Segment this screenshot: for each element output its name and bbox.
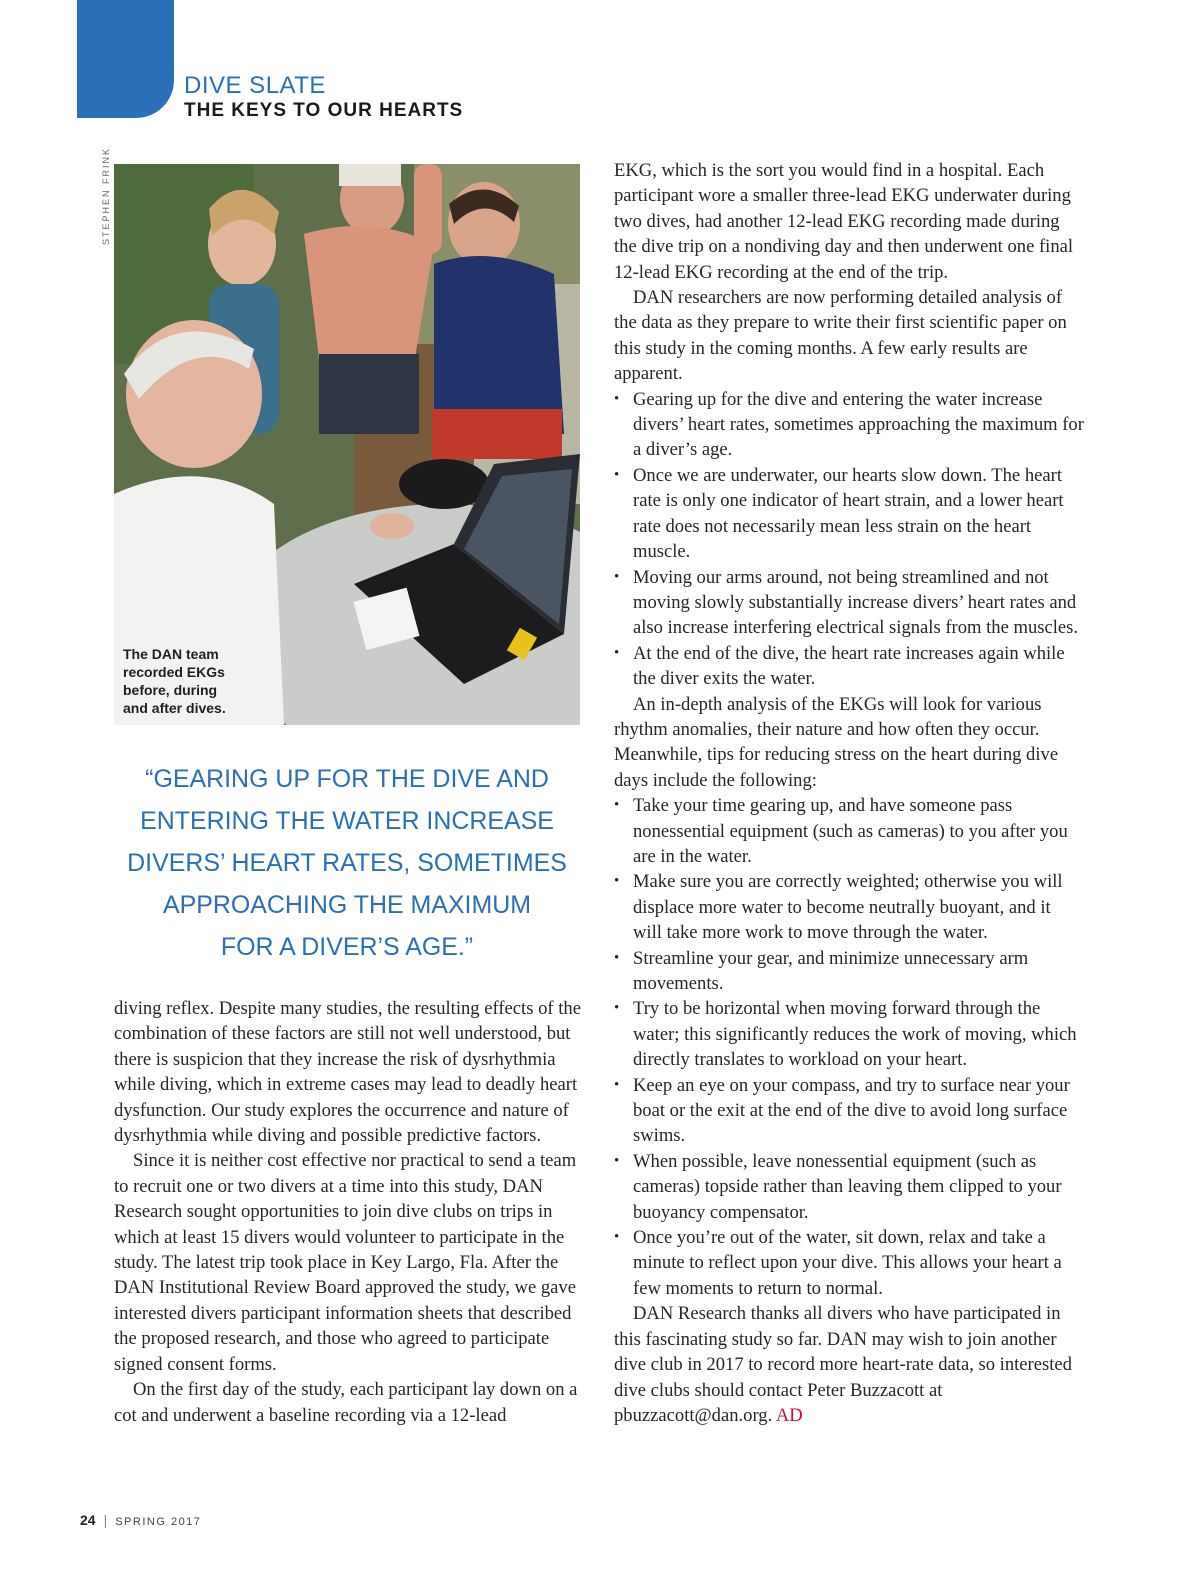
pull-quote-line: FOR A DIVER’S AGE.” (220, 933, 474, 961)
list-item-text: Moving our arms around, not being streamlined and not moving slowly substantially increase divers’ heart rates and also increase interfering electrical signals from the muscles. (633, 566, 1079, 639)
list-item: • Once you’re out of the water, sit down, relax and take a minute to reflect upon your dive. This allows your heart a few moments to return to normal. (614, 1227, 1062, 1299)
pull-quote-line: “GEARING UP FOR THE DIVE AND (145, 765, 549, 793)
list-item: • Take your time gearing up, and have someone pass nonessential equipment (such as cameras) to you after you are in the water. (614, 795, 1068, 867)
list-item-text: Try to be horizontal when moving forward through the water; this significantly reduces the work of moving, which directly translates to workload on your heart. (633, 998, 1077, 1071)
closing-text: DAN Research thanks all divers who have participated in this fascinating study so far. DAN may wish to join another dive club in 2017 to record more heart-rate data, so interested dive clubs should contact Peter Buzzacott at pbuzzacott@dan.org. (614, 1303, 1072, 1426)
results-list (614, 387, 1084, 692)
body-paragraph: DAN researchers are now performing detailed analysis of the data as they prepare to write their first scientific paper on this study in the coming months. A few early results are apparent. (614, 287, 1067, 385)
list-item-text: Make sure you are correctly weighted; otherwise you will displace more water to become neutrally buoyant, and it will take more work to move through the water. (633, 871, 1063, 944)
right-text-column (614, 158, 1084, 1428)
list-item-text: Gearing up for the dive and entering the water increase divers’ heart rates, sometimes approaching the maximum for a diver’s age. (633, 388, 1084, 461)
photo-illustration (114, 164, 580, 725)
list-item: • Once we are underwater, our hearts slow down. The heart rate is only one indicator of heart strain, and a lower heart rate does not necessarily mean less strain on the heart muscle. (614, 464, 1064, 563)
list-item-text: When possible, leave nonessential equipment (such as cameras) topside rather than leaving them clipped to your buoyancy compensator. (633, 1150, 1062, 1223)
list-item-text: Once you’re out of the water, sit down, relax and take a minute to reflect upon your dive. This allows your heart a few moments to return to normal. (633, 1227, 1062, 1299)
article-photo (114, 164, 580, 725)
page-footer (80, 1512, 201, 1528)
end-mark: AD (775, 1404, 803, 1426)
list-item: • Keep an eye on your compass, and try to surface near your boat or the exit at the end of the dive to avoid long surface swims. (614, 1074, 1070, 1147)
list-item: • Make sure you are correctly weighted; otherwise you will displace more water to become neutrally buoyant, and it will take more work to move through the water. (614, 871, 1063, 944)
list-item-text: Take your time gearing up, and have someone pass nonessential equipment (such as cameras) to you after you are in the water. (633, 795, 1068, 867)
pull-quote-line: ENTERING THE WATER INCREASE (140, 807, 554, 835)
closing-paragraph (614, 1301, 1084, 1428)
list-item: • Streamline your gear, and minimize unnecessary arm movements. (614, 947, 1029, 994)
photo-credit: STEPHEN FRINK (101, 146, 111, 245)
article-title: THE KEYS TO OUR HEARTS (184, 100, 464, 121)
body-paragraph: Since it is neither cost effective nor practical to send a team to recruit one or two divers at a time into this study, DAN Research sought opportunities to join dive clubs on trips in which at least 15 divers would volunteer to participate in the study. The latest trip took place in Key Largo, Fla. After the DAN Institutional Review Board approved the study, we gave interested divers participant information sheets that described the proposed research, and those who agreed to participate signed consent forms. (114, 1150, 577, 1375)
list-item: • Gearing up for the dive and entering the water increase divers’ heart rates, sometimes approaching the maximum for a diver’s age. (614, 388, 1084, 461)
pull-quote-line: APPROACHING THE MAXIMUM (162, 891, 532, 919)
pull-quote (114, 758, 580, 968)
pull-quote-line: DIVERS’ HEART RATES, SOMETIMES (127, 849, 567, 877)
left-text-column (114, 996, 584, 1428)
section-color-tab (77, 0, 174, 118)
footer-separator: | (103, 1512, 108, 1528)
list-item: • When possible, leave nonessential equipment (such as cameras) topside rather than leaving them clipped to your buoyancy compensator. (614, 1150, 1062, 1223)
body-paragraph: An in-depth analysis of the EKGs will look for various rhythm anomalies, their nature and how often they occur. Meanwhile, tips for reducing stress on the heart during dive days include the following: (614, 693, 1059, 791)
list-item: • Try to be horizontal when moving forward through the water; this significantly reduces the work of moving, which directly translates to workload on your heart. (614, 998, 1077, 1071)
tips-list (614, 793, 1084, 1301)
issue-label: SPRING 2017 (115, 1516, 202, 1528)
list-item-text: Once we are underwater, our hearts slow down. The heart rate is only one indicator of heart strain, and a lower heart rate does not necessarily mean less strain on the heart muscle. (633, 464, 1064, 563)
page-number: 24 (80, 1512, 96, 1528)
body-paragraph: EKG, which is the sort you would find in a hospital. Each participant wore a smaller three-lead EKG underwater during two dives, had another 12-lead EKG recording made during the dive trip on a nondiving day and then underwent one final 12-lead EKG recording at the end of the trip. (614, 160, 1074, 283)
list-item: • At the end of the dive, the heart rate increases again while the diver exits the water. (614, 642, 1065, 690)
body-paragraph: On the first day of the study, each participant lay down on a cot and underwent a baseline recording via a 12-lead (114, 1379, 578, 1426)
list-item-text: At the end of the dive, the heart rate increases again while the diver exits the water. (633, 642, 1065, 690)
list-item: • Moving our arms around, not being streamlined and not moving slowly substantially increase divers’ heart rates and also increase interfering electrical signals from the muscles. (614, 566, 1079, 639)
section-label: DIVE SLATE (184, 72, 326, 99)
body-paragraph: diving reflex. Despite many studies, the resulting effects of the combination of these factors are still not well understood, but there is suspicion that they increase the risk of dysrhythmia while diving, which in extreme cases may lead to deadly heart dysfunction. Our study explores the occurrence and nature of dysrhythmia while diving and possible predictive factors. (114, 998, 581, 1147)
photo-caption: The DAN team recorded EKGs before, during and after dives. (123, 646, 226, 716)
list-item-text: Keep an eye on your compass, and try to surface near your boat or the exit at the end of the dive to avoid long surface swims. (633, 1074, 1070, 1147)
list-item-text: Streamline your gear, and minimize unnecessary arm movements. (633, 947, 1029, 994)
